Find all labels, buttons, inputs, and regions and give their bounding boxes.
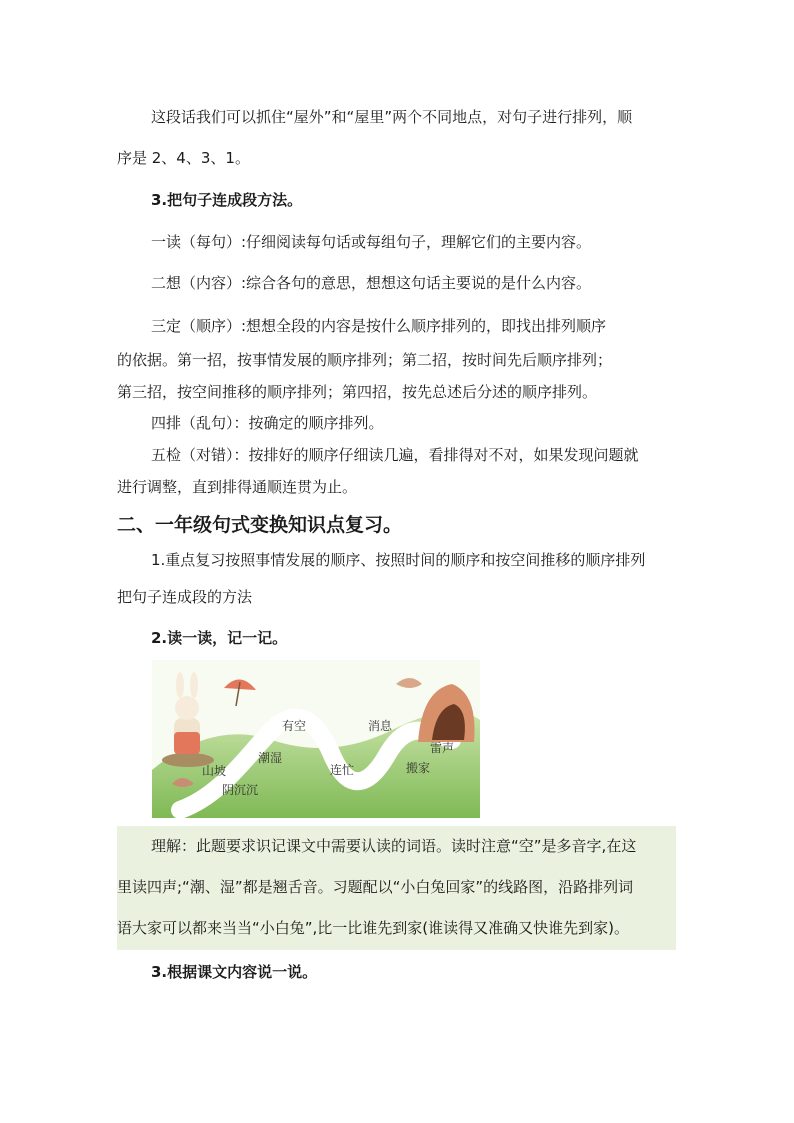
step-three: 三定（顺序）:想想全段的内容是按什么顺序排列的，即找出排列顺序 <box>151 317 607 335</box>
item-three-title: 3.根据课文内容说一说。 <box>151 963 318 981</box>
vocab-word: 搬家 <box>406 761 431 775</box>
section-heading: 二、一年级句式变换知识点复习。 <box>117 514 403 536</box>
paragraph-line: 这段话我们可以抓住“屋外”和“屋里”两个不同地点，对句子进行排列，顺 <box>151 108 633 126</box>
paragraph-line: 的依据。第一招，按事情发展的顺序排列；第二招，按时间先后顺序排列； <box>117 351 613 369</box>
item-two-title: 2.读一读，记一记。 <box>151 629 288 647</box>
explanation-line: 里读四声;“潮、湿”都是翘舌音。习题配以“小白兔回家”的线路图，沿路排列词 <box>117 878 634 896</box>
paragraph-line: 序是 2、4、3、1。 <box>117 149 250 167</box>
explanation-line: 理解：此题要求识记课文中需要认读的词语。读时注意“空”是多音字,在这 <box>151 837 637 855</box>
paragraph-line: 把句子连成段的方法 <box>117 588 253 606</box>
vocab-word: 山坡 <box>202 764 227 778</box>
vocab-word: 阴沉沉 <box>222 783 259 797</box>
step-two: 二想（内容）:综合各句的意思，想想这句话主要说的是什么内容。 <box>151 274 592 292</box>
rabbit-path-illustration <box>152 660 480 818</box>
paragraph-line: 第三招，按空间推移的顺序排列；第四招，按先总述后分述的顺序排列。 <box>117 383 598 401</box>
step-five: 五检（对错）：按排好的顺序仔细读几遍，看排得对不对，如果发现问题就 <box>151 446 639 464</box>
vocab-word: 潮湿 <box>258 751 283 765</box>
step-one: 一读（每句）:仔细阅读每句话或每组句子，理解它们的主要内容。 <box>151 233 592 251</box>
vocab-word: 消息 <box>368 719 393 733</box>
vocab-word: 有空 <box>282 719 307 733</box>
explanation-line: 语大家可以都来当当“小白兔”,比一比谁先到家(谁读得又准确又快谁先到家)。 <box>117 919 630 937</box>
subsection-title: 3.把句子连成段方法。 <box>151 191 303 209</box>
paragraph-line: 进行调整，直到排得通顺连贯为止。 <box>117 478 358 496</box>
vocab-word: 连忙 <box>330 763 355 777</box>
vocab-word: 雷声 <box>430 741 455 755</box>
item-one: 1.重点复习按照事情发展的顺序、按照时间的顺序和按空间推移的顺序排列 <box>151 551 646 569</box>
step-four: 四排（乱句）：按确定的顺序排列。 <box>151 414 384 432</box>
